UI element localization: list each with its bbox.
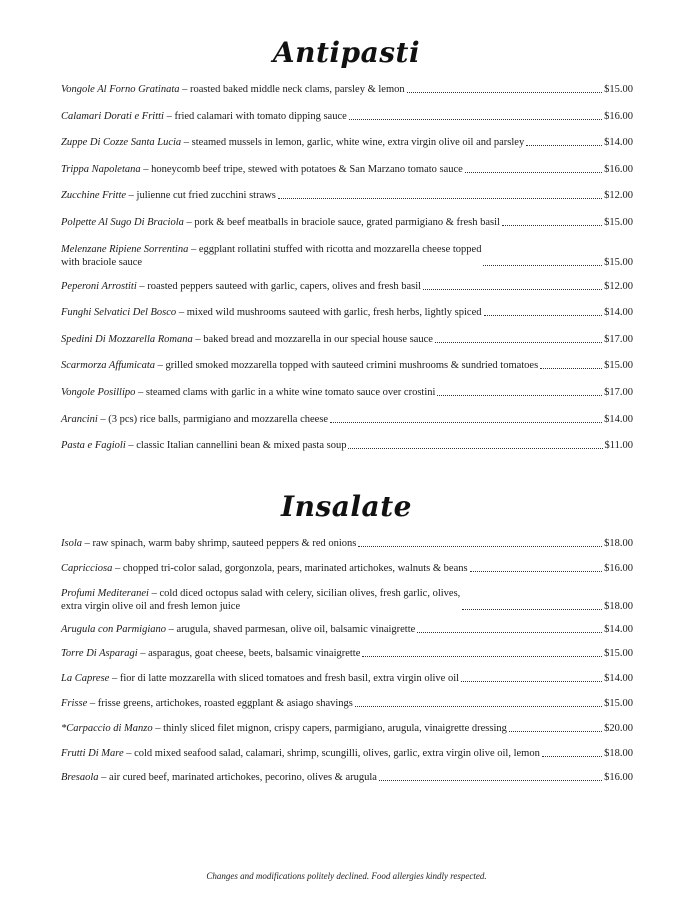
menu-item — [61, 439, 633, 452]
menu-item-text: Vongole Al Forno Gratinata – roasted baked middle neck clams, parsley & lemon — [61, 84, 405, 95]
menu-item-price: $17.00 — [604, 386, 633, 398]
menu-item — [61, 697, 633, 710]
menu-item-description: (3 pcs) rice balls, parmigiano and mozzarella cheese — [108, 413, 329, 425]
menu-item-price: $14.00 — [604, 307, 633, 319]
menu-item — [61, 537, 633, 550]
menu-item-description: roasted peppers sauteed with garlic, capers, olives and fresh basil — [147, 280, 422, 292]
dot-leader — [483, 264, 602, 266]
menu-item-name: Polpette Al Sugo Di Braciola — [61, 216, 184, 228]
menu-item-price: $18.00 — [604, 538, 633, 549]
menu-item-name: Profumi Mediteranei — [61, 587, 149, 599]
menu-item — [61, 587, 633, 613]
menu-item-text: Arugula con Parmigiano – arugula, shaved parmesan, olive oil, balsamic vinaigrette — [61, 623, 416, 635]
dot-leader — [465, 171, 602, 173]
menu-item-description: baked bread and mozzarella in our special house sauce — [203, 333, 433, 345]
menu-item-name: Scarmorza Affumicata — [61, 360, 156, 372]
menu-item-name: Arugula con Parmigiano — [61, 623, 166, 635]
menu-item-text: Capricciosa – chopped tri-color salad, gorgonzola, pears, marinated artichokes, walnuts & beans — [61, 562, 468, 574]
dot-leader — [435, 341, 602, 343]
menu-item — [61, 647, 633, 660]
menu-item — [61, 359, 633, 372]
menu-item-text: Isola – raw spinach, warm baby shrimp, sauteed peppers & red onions — [61, 538, 357, 549]
menu-item-price: $14.00 — [604, 413, 633, 425]
menu-item-name: Vongole Al Forno Gratinata — [61, 84, 180, 95]
dot-leader — [437, 394, 602, 396]
menu-item — [61, 189, 633, 202]
menu-item-name: La Caprese — [61, 673, 110, 685]
menu-item-description: chopped tri-color salad, gorgonzola, pears, marinated artichokes, walnuts & beans — [122, 562, 468, 574]
menu-item-price: $12.00 — [604, 190, 633, 202]
menu-item-price: $12.00 — [604, 280, 633, 292]
menu-item-text: Polpette Al Sugo Di Braciola – pork & beef meatballs in braciole sauce, grated parmigiano & fresh basil — [61, 216, 500, 228]
dot-leader — [461, 680, 602, 682]
menu-item-price: $16.00 — [604, 163, 633, 175]
menu-item-price: $15.00 — [604, 84, 633, 95]
menu-item-text: Arancini – (3 pcs) rice balls, parmigiano and mozzarella cheese — [61, 413, 329, 425]
menu-item-price: $20.00 — [604, 722, 633, 734]
menu-item-description-continued: extra virgin olive oil and fresh lemon juice — [61, 600, 241, 612]
menu-item-price: $18.00 — [604, 747, 633, 759]
menu-item-description: thinly sliced filet mignon, crispy capers, parmigiano, arugula, vinaigrette dressing — [163, 722, 507, 734]
menu-item-description: air cured beef, marinated artichokes, pecorino, olives & arugula — [109, 772, 377, 784]
menu-item-price: $15.00 — [604, 360, 633, 372]
menu-item-name: Isola — [61, 538, 82, 549]
dot-leader — [349, 118, 602, 120]
menu-item-description: roasted baked middle neck clams, parsley & lemon — [190, 84, 405, 95]
menu-item-name: Pasta e Fagioli — [61, 440, 126, 452]
menu-item — [61, 216, 633, 229]
footer-note: Changes and modifications politely declined. Food allergies kindly respected. — [206, 871, 487, 881]
menu-item-text: Melenzane Ripiene Sorrentina – eggplant rollatini stuffed with ricotta and mozzarella cheese topped with braciole sauce — [61, 243, 482, 268]
menu-item-price: $15.00 — [604, 216, 633, 228]
menu-item-text: Frutti Di Mare – cold mixed seafood salad, calamari, shrimp, scungilli, olives, garlic, extra virgin olive oil, lemon — [61, 747, 540, 759]
menu-item-name: Arancini — [61, 413, 98, 425]
menu-item-price: $11.00 — [604, 440, 633, 452]
menu-item-description-continued: with braciole sauce — [61, 256, 143, 268]
menu-item-name: Trippa Napoletana — [61, 163, 141, 175]
dot-leader — [330, 421, 602, 423]
menu-item-text: Peperoni Arrostiti – roasted peppers sauteed with garlic, capers, olives and fresh basil — [61, 280, 422, 292]
menu-item — [61, 83, 633, 96]
menu-item-price: $16.00 — [604, 562, 633, 574]
menu-item — [61, 280, 633, 293]
menu-item-price: $17.00 — [604, 333, 633, 345]
menu-item-price: $14.00 — [604, 137, 633, 149]
dot-leader — [502, 224, 602, 226]
antipasti-heading: Antipasti — [272, 36, 421, 69]
menu-item-description: steamed mussels in lemon, garlic, white wine, extra virgin olive oil and parsley — [191, 137, 525, 149]
dot-leader — [417, 631, 602, 633]
menu-item-text: La Caprese – fior di latte mozzarella with sliced tomatoes and fresh basil, extra virgin olive oil — [61, 673, 460, 685]
menu-item-description: classic Italian cannellini bean & mixed pasta soup — [136, 440, 347, 452]
menu-item-name: Bresaola — [61, 772, 99, 784]
menu-item-price: $16.00 — [604, 772, 633, 784]
menu-item-price: $16.00 — [604, 110, 633, 122]
menu-item-text: Zucchine Fritte – julienne cut fried zucchini straws — [61, 190, 276, 202]
menu-item — [61, 163, 633, 176]
menu-item-text: Funghi Selvatici Del Bosco – mixed wild mushrooms sauteed with garlic, fresh herbs, lightly spiced — [61, 307, 482, 319]
menu-item — [61, 562, 633, 575]
dot-leader — [526, 144, 602, 146]
menu-item-description: cold mixed seafood salad, calamari, shrimp, scungilli, olives, garlic, extra virgin olive oil, lemon — [134, 747, 540, 759]
menu-item — [61, 771, 633, 784]
dot-leader — [540, 367, 602, 369]
menu-item-price: $18.00 — [604, 600, 633, 612]
menu-item — [61, 243, 633, 269]
menu-item-description: asparagus, goat cheese, beets, balsamic vinaigrette — [148, 648, 361, 660]
menu-item-text: Scarmorza Affumicata – grilled smoked mozzarella topped with sauteed crimini mushrooms & sundried tomatoes — [61, 360, 539, 372]
menu-item — [61, 623, 633, 636]
menu-item-text: *Carpaccio di Manzo – thinly sliced filet mignon, crispy capers, parmigiano, arugula, vinaigrette dressing — [61, 722, 507, 734]
menu-item-description: steamed clams with garlic in a white wine tomato sauce over crostini — [145, 386, 436, 398]
menu-item-text: Profumi Mediteranei – cold diced octopus salad with celery, sicilian olives, fresh garlic, olives, extra virgin olive oil and fresh lemon juice — [61, 587, 461, 612]
menu-item — [61, 136, 633, 149]
menu-item-description: pork & beef meatballs in braciole sauce, grated parmigiano & fresh basil — [194, 216, 500, 228]
menu-item-description: arugula, shaved parmesan, olive oil, balsamic vinaigrette — [176, 623, 416, 635]
menu-item-description: fried calamari with tomato dipping sauce — [174, 110, 347, 122]
menu-item-name: *Carpaccio di Manzo — [61, 722, 153, 734]
menu-item — [61, 386, 633, 399]
menu-item-description: julienne cut fried zucchini straws — [136, 190, 276, 202]
insalate-heading: Insalate — [281, 490, 412, 523]
menu-item — [61, 672, 633, 685]
menu-item-name: Capricciosa — [61, 562, 113, 574]
menu-item-price: $14.00 — [604, 673, 633, 685]
menu-item-name: Zuppe Di Cozze Santa Lucia — [61, 137, 182, 149]
dot-leader — [509, 730, 602, 732]
menu-item-name: Melenzane Ripiene Sorrentina — [61, 243, 189, 255]
dot-leader — [423, 288, 602, 290]
dot-leader — [355, 705, 602, 707]
menu-item-name: Frutti Di Mare — [61, 747, 124, 759]
menu-item-text: Frisse – frisse greens, artichokes, roasted eggplant & asiago shavings — [61, 697, 353, 709]
dot-leader — [379, 779, 602, 781]
dot-leader — [348, 447, 602, 449]
menu-item-description: cold diced octopus salad with celery, sicilian olives, fresh garlic, olives, — [159, 587, 461, 599]
menu-item-name: Frisse — [61, 697, 88, 709]
dot-leader — [358, 545, 602, 547]
antipasti-list — [61, 83, 633, 466]
menu-item-description: mixed wild mushrooms sauteed with garlic, fresh herbs, lightly spiced — [186, 307, 482, 319]
menu-item-text: Trippa Napoletana – honeycomb beef tripe, stewed with potatoes & San Marzano tomato sauce — [61, 163, 463, 175]
menu-item — [61, 747, 633, 760]
menu-item-text: Pasta e Fagioli – classic Italian cannellini bean & mixed pasta soup — [61, 440, 347, 452]
menu-item-text: Vongole Posillipo – steamed clams with garlic in a white wine tomato sauce over crostini — [61, 386, 436, 398]
menu-item-description: frisse greens, artichokes, roasted eggplant & asiago shavings — [97, 697, 353, 709]
menu-item-text: Spedini Di Mozzarella Romana – baked bread and mozzarella in our special house sauce — [61, 333, 433, 345]
menu-item-text: Bresaola – air cured beef, marinated artichokes, pecorino, olives & arugula — [61, 772, 377, 784]
menu-item-name: Funghi Selvatici Del Bosco — [61, 307, 177, 319]
menu-item-name: Calamari Dorati e Fritti — [61, 110, 164, 122]
menu-item-text: Torre Di Asparagi – asparagus, goat cheese, beets, balsamic vinaigrette — [61, 648, 361, 660]
dot-leader — [362, 655, 602, 657]
menu-item — [61, 333, 633, 346]
menu-item-description: grilled smoked mozzarella topped with sauteed crimini mushrooms & sundried tomatoes — [165, 360, 539, 372]
menu-item-description: honeycomb beef tripe, stewed with potatoes & San Marzano tomato sauce — [151, 163, 463, 175]
menu-item-name: Spedini Di Mozzarella Romana — [61, 333, 193, 345]
menu-item-price: $14.00 — [604, 623, 633, 635]
menu-item — [61, 722, 633, 735]
insalate-list — [61, 537, 633, 796]
menu-item-price: $15.00 — [604, 256, 633, 268]
dot-leader — [462, 608, 602, 610]
menu-item-price: $15.00 — [604, 697, 633, 709]
menu-item-description: fior di latte mozzarella with sliced tomatoes and fresh basil, extra virgin olive oil — [119, 673, 460, 685]
menu-item-description: raw spinach, warm baby shrimp, sauteed peppers & red onions — [92, 538, 357, 549]
dot-leader — [470, 570, 603, 572]
dot-leader — [542, 755, 602, 757]
menu-item-text: Calamari Dorati e Fritti – fried calamari with tomato dipping sauce — [61, 110, 347, 122]
dot-leader — [484, 314, 603, 316]
menu-item-description: eggplant rollatini stuffed with ricotta and mozzarella cheese topped — [198, 243, 482, 255]
menu-item-name: Vongole Posillipo — [61, 386, 136, 398]
menu-item-price: $15.00 — [604, 648, 633, 660]
menu-item-name: Peperoni Arrostiti — [61, 280, 137, 292]
menu-item-name: Zucchine Fritte — [61, 190, 127, 202]
menu-item — [61, 413, 633, 426]
menu-item — [61, 110, 633, 123]
menu-item-name: Torre Di Asparagi — [61, 648, 138, 660]
menu-item — [61, 306, 633, 319]
menu-item-text: Zuppe Di Cozze Santa Lucia – steamed mussels in lemon, garlic, white wine, extra virgin olive oil and parsley — [61, 137, 525, 149]
dot-leader — [278, 197, 602, 199]
dot-leader — [407, 91, 603, 93]
